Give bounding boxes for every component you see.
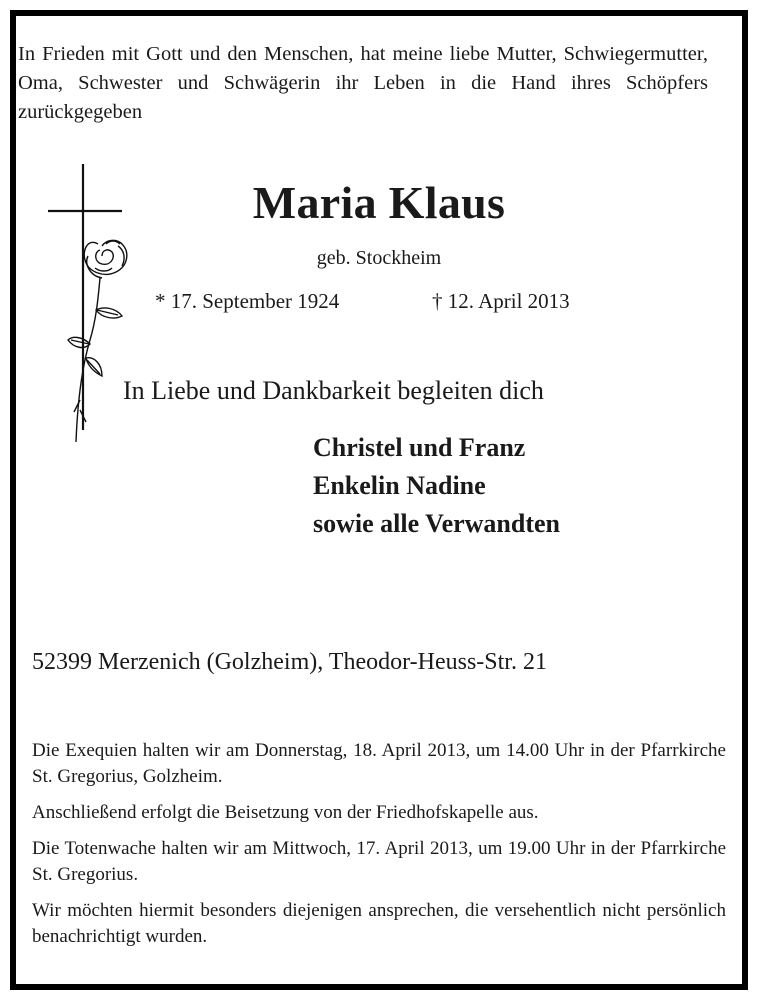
birth-date: * 17. September 1924 (155, 289, 340, 313)
mourner: sowie alle Verwandten (313, 509, 560, 538)
deceased-name: Maria Klaus (252, 177, 506, 228)
notice-paragraph: Die Exequien halten wir am Donnerstag, 18. April 2013, um 14.00 Uhr in der Pfarrkirche St. Gregorius, Golzheim. (32, 740, 726, 787)
notice-paragraph: Anschließend erfolgt die Beisetzung von der Friedhofskapelle aus. (32, 802, 539, 823)
mourner: Christel und Franz (313, 433, 526, 462)
birth-name: geb. Stockheim (316, 247, 442, 269)
notice-paragraph: Die Totenwache halten wir am Mittwoch, 17. April 2013, um 19.00 Uhr in der Pfarrkirche St. Gregorius. (32, 838, 726, 885)
death-date: † 12. April 2013 (432, 289, 570, 313)
mourner: Enkelin Nadine (313, 471, 486, 500)
address: 52399 Merzenich (Golzheim), Theodor-Heuss-Str. 21 (32, 649, 547, 675)
mourners-list (313, 429, 560, 543)
notices (32, 738, 726, 960)
intro-text: In Frieden mit Gott und den Menschen, hat meine liebe Mutter, Schwiegermutter, Oma, Schwester und Schwägerin ihr Leben in die Hand ihres Schöpfers zurückgegeben (18, 43, 708, 123)
farewell-line: In Liebe und Dankbarkeit begleiten dich (123, 376, 544, 405)
notice-paragraph: Wir möchten hiermit besonders diejenigen ansprechen, die versehentlich nicht persönlich benachrichtigt wurden. (32, 900, 726, 947)
